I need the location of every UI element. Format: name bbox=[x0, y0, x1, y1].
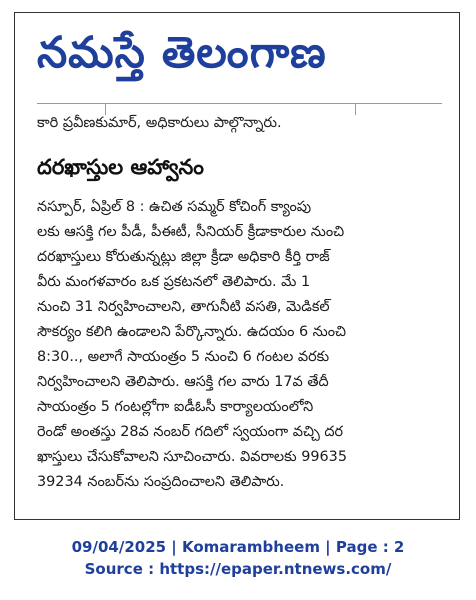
rule-tick bbox=[105, 103, 106, 115]
newspaper-masthead: నమస్తే తెలంగాణ bbox=[37, 28, 327, 78]
article-line: 39234 నంబర్‌ను సంప్రదించాలని తెలిపారు. bbox=[37, 474, 285, 490]
divider-rule bbox=[37, 103, 442, 104]
article-line: నుంచి 31 నిర్వహించాలని, తాగునీటి వసతి, మెడికల్ bbox=[37, 299, 330, 315]
rule-tick bbox=[355, 103, 356, 115]
article-line: ఖాస్తులు చేసుకోవాలని సూచించారు. వివరాలకు 99635 bbox=[37, 449, 347, 465]
article-line: నస్పూర్, ఏప్రిల్ 8 : ఉచిత సమ్మర్ కోచింగ్ క్యాంపు bbox=[37, 199, 312, 215]
article-headline: దరఖాస్తుల ఆహ్వానం bbox=[37, 155, 204, 179]
article-line: 8:30.., అలాగే సాయంత్రం 5 నుంచి 6 గంటల వరకు bbox=[37, 349, 330, 365]
source-footer bbox=[0, 536, 476, 580]
article-line: సౌకర్యం కలిగి ఉండాలని పేర్కొన్నారు. ఉదయం 6 నుంచి bbox=[37, 324, 347, 340]
source-link[interactable]: Source : https://epaper.ntnews.com/ bbox=[84, 560, 392, 578]
edition-info: 09/04/2025 | Komarambheem | Page : 2 bbox=[71, 538, 405, 556]
article-body bbox=[37, 195, 447, 495]
article-line: సాయంత్రం 5 గంటల్లోగా ఐడీఓసీ కార్యాలయంలోని bbox=[37, 399, 314, 415]
article-line: దరఖాస్తులు కోరుతున్నట్లు జిల్లా క్రీడా అధికారి కీర్తి రాజ్ bbox=[37, 249, 330, 265]
article-line: నిర్వహించాలని తెలిపారు. ఆసక్తి గల వారు 17వ తేదీ bbox=[37, 374, 329, 390]
article-line: లకు ఆసక్తి గల పీడీ, పీఈటీ, సీనియర్ క్రీడాకారుల నుంచి bbox=[37, 224, 345, 240]
previous-article-tail: కారి ప్రవీణకుమార్, అధికారులు పాల్గొన్నారు. bbox=[37, 115, 282, 131]
clipping-frame bbox=[14, 12, 460, 520]
article-line: వీరు మంగళవారం ఒక ప్రకటనలో తెలిపారు. మే 1 bbox=[37, 274, 311, 290]
article-line: రెండో అంతస్తు 28వ నంబర్ గదిలో స్వయంగా వచ్చి దర bbox=[37, 424, 344, 440]
